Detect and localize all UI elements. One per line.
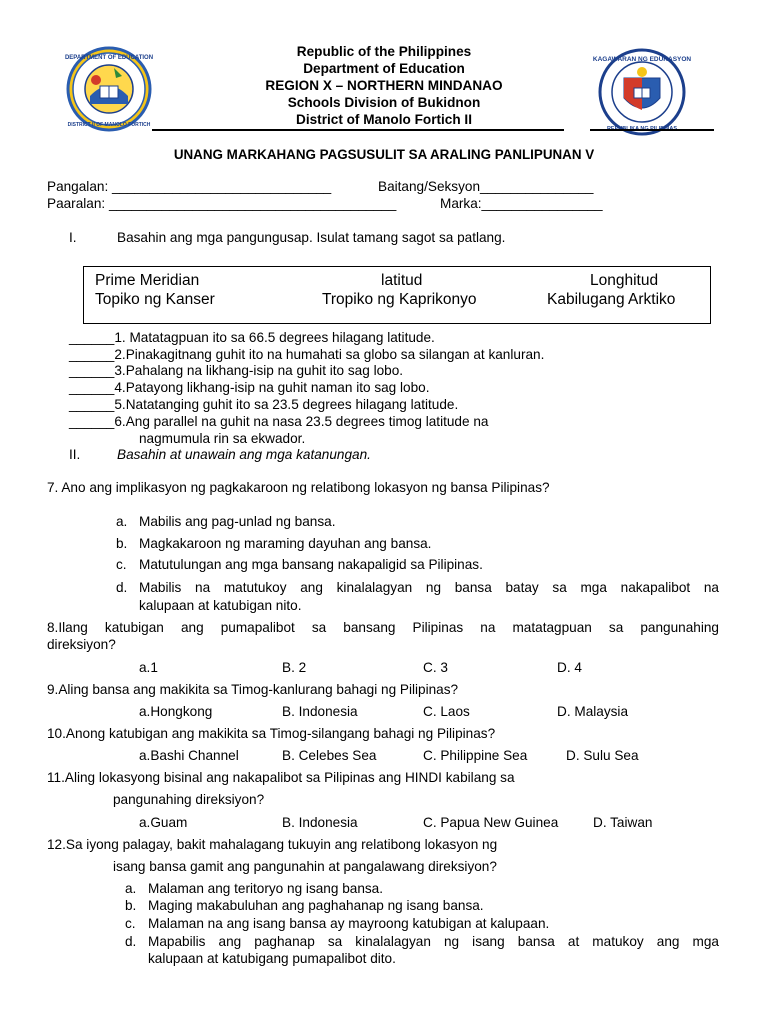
header-rule-right: [590, 129, 714, 131]
header-republic: Republic of the Philippines: [296, 44, 472, 59]
question-8-cont: direksiyon?: [47, 637, 116, 652]
q7-choice-letter: d.: [116, 580, 128, 595]
part1-item-6[interactable]: ______6.Ang parallel na guhit na nasa 23.5 degrees timog latitude na: [69, 414, 489, 429]
question-12-cont: isang bansa gamit ang pangunahin at pangalawang direksiyon?: [113, 859, 497, 874]
q12-choice-d[interactable]: Mapabilis ang paghanap sa kinalalagyan ng isang bansa at matukoy ang mga: [148, 934, 719, 949]
part1-item-3[interactable]: ______3.Pahalang na likhang-isip na guhit ito sag lobo.: [69, 363, 404, 378]
q7-choice-letter: c.: [116, 557, 127, 572]
svg-text:DISTRICT II OF MANOLO FORTICH: DISTRICT II OF MANOLO FORTICH: [67, 122, 151, 128]
svg-text:KAGAWARAN NG EDUKASYON: KAGAWARAN NG EDUKASYON: [592, 56, 692, 63]
q11-choice-a[interactable]: a.Guam: [139, 815, 188, 830]
q7-choice-a[interactable]: Mabilis ang pag-unlad ng bansa.: [139, 514, 336, 529]
part1-instruction: Basahin ang mga pangungusap. Isulat tamang sagot sa patlang.: [117, 230, 506, 245]
q7-choice-b[interactable]: Magkakaroon ng maraming dayuhan ang bansa.: [139, 536, 432, 551]
score-field[interactable]: Marka:________________: [440, 196, 603, 211]
part2-numeral: II.: [69, 447, 81, 462]
q12-choice-letter: a.: [125, 881, 137, 896]
word-bank-item: Tropiko ng Kaprikonyo: [322, 291, 477, 308]
word-bank-item: Kabilugang Arktiko: [547, 291, 676, 308]
q9-choice-b[interactable]: B. Indonesia: [282, 704, 358, 719]
word-bank-item: Longhitud: [590, 272, 659, 289]
word-bank-box: [83, 266, 711, 324]
q11-choice-c[interactable]: C. Papua New Guinea: [423, 815, 559, 830]
q11-choice-d[interactable]: D. Taiwan: [593, 815, 653, 830]
q9-choice-c[interactable]: C. Laos: [423, 704, 470, 719]
question-11: 11.Aling lokasyong bisinal ang nakapalibot sa Pilipinas ang HINDI kabilang sa: [47, 770, 515, 785]
part2-instruction: Basahin at unawain ang mga katanungan.: [117, 447, 371, 462]
q8-choice-a[interactable]: a.1: [139, 660, 158, 675]
q8-choice-b[interactable]: B. 2: [282, 660, 307, 675]
q7-choice-letter: a.: [116, 514, 128, 529]
question-10: 10.Anong katubigan ang makikita sa Timog-silangang bahagi ng Pilipinas?: [47, 726, 496, 741]
header-rule: [152, 129, 564, 131]
q7-choice-d[interactable]: Mabilis na matutukoy ang kinalalagyan ng bansa batay sa mga nakapalibot na: [139, 580, 719, 595]
q9-choice-a[interactable]: a.Hongkong: [139, 704, 213, 719]
q11-choice-b[interactable]: B. Indonesia: [282, 815, 358, 830]
q10-choice-b[interactable]: B. Celebes Sea: [282, 748, 377, 763]
question-12: 12.Sa iyong palagay, bakit mahalagang tukuyin ang relatibong lokasyon ng: [47, 837, 498, 852]
part1-numeral: I.: [69, 230, 77, 245]
question-11-cont: pangunahing direksiyon?: [113, 792, 265, 807]
q12-choice-b[interactable]: Maging makabuluhan ang paghahanap ng isang bansa.: [148, 898, 484, 913]
part1-item-1[interactable]: ______1. Matatagpuan ito sa 66.5 degrees hilagang latitude.: [69, 330, 435, 345]
q7-choice-d-cont: kalupaan at katubigan nito.: [139, 598, 302, 613]
question-7: 7. Ano ang implikasyon ng pagkakaroon ng relatibong lokasyon ng bansa Pilipinas?: [47, 480, 550, 495]
q7-choice-c[interactable]: Matutulungan ang mga bansang nakapaligid sa Pilipinas.: [139, 557, 483, 572]
word-bank-item: latitud: [381, 272, 423, 289]
part1-item-5[interactable]: ______5.Natatanging guhit ito sa 23.5 degrees hilagang latitude.: [69, 397, 459, 412]
header-division: Schools Division of Bukidnon: [287, 95, 481, 110]
q12-choice-c[interactable]: Malaman na ang isang bansa ay mayroong katubigan at kalupaan.: [148, 916, 550, 931]
header-department: Department of Education: [303, 61, 465, 76]
header-district: District of Manolo Fortich II: [296, 112, 472, 127]
q12-choice-a[interactable]: Malaman ang teritoryo ng isang bansa.: [148, 881, 384, 896]
q7-choice-letter: b.: [116, 536, 128, 551]
svg-text:DEPARTMENT OF EDUCATION: DEPARTMENT OF EDUCATION: [64, 55, 154, 61]
q12-choice-letter: d.: [125, 934, 137, 949]
q12-choice-letter: b.: [125, 898, 137, 913]
q10-choice-d[interactable]: D. Sulu Sea: [566, 748, 639, 763]
header-region: REGION X – NORTHERN MINDANAO: [265, 78, 503, 93]
name-field[interactable]: Pangalan: _____________________________: [47, 179, 332, 194]
q12-choice-d-cont: kalupaan at katubigang pumapalibot dito.: [148, 951, 396, 966]
exam-title: UNANG MARKAHANG PAGSUSULIT SA ARALING PANLIPUNAN V: [173, 147, 595, 162]
q10-choice-a[interactable]: a.Bashi Channel: [139, 748, 239, 763]
question-8: 8.Ilang katubigan ang pumapalibot sa bansang Pilipinas na matatagpuan sa pangunahing: [47, 620, 719, 635]
q10-choice-c[interactable]: C. Philippine Sea: [423, 748, 528, 763]
q8-choice-d[interactable]: D. 4: [557, 660, 582, 675]
q8-choice-c[interactable]: C. 3: [423, 660, 448, 675]
word-bank-item: Prime Meridian: [95, 272, 200, 289]
part1-item-2[interactable]: ______2.Pinakagitnang guhit ito na humahati sa globo sa silangan at kanluran.: [69, 347, 545, 362]
q9-choice-d[interactable]: D. Malaysia: [557, 704, 629, 719]
question-9: 9.Aling bansa ang makikita sa Timog-kanlurang bahagi ng Pilipinas?: [47, 682, 459, 697]
word-bank-item: Topiko ng Kanser: [95, 291, 215, 308]
q12-choice-letter: c.: [125, 916, 136, 931]
part1-item-6-cont: nagmumula rin sa ekwador.: [139, 431, 306, 446]
grade-section-field[interactable]: Baitang/Seksyon_______________: [378, 179, 594, 194]
school-field[interactable]: Paaralan: ______________________________________: [47, 196, 397, 211]
part1-item-4[interactable]: ______4.Patayong likhang-isip na guhit naman ito sag lobo.: [69, 380, 430, 395]
